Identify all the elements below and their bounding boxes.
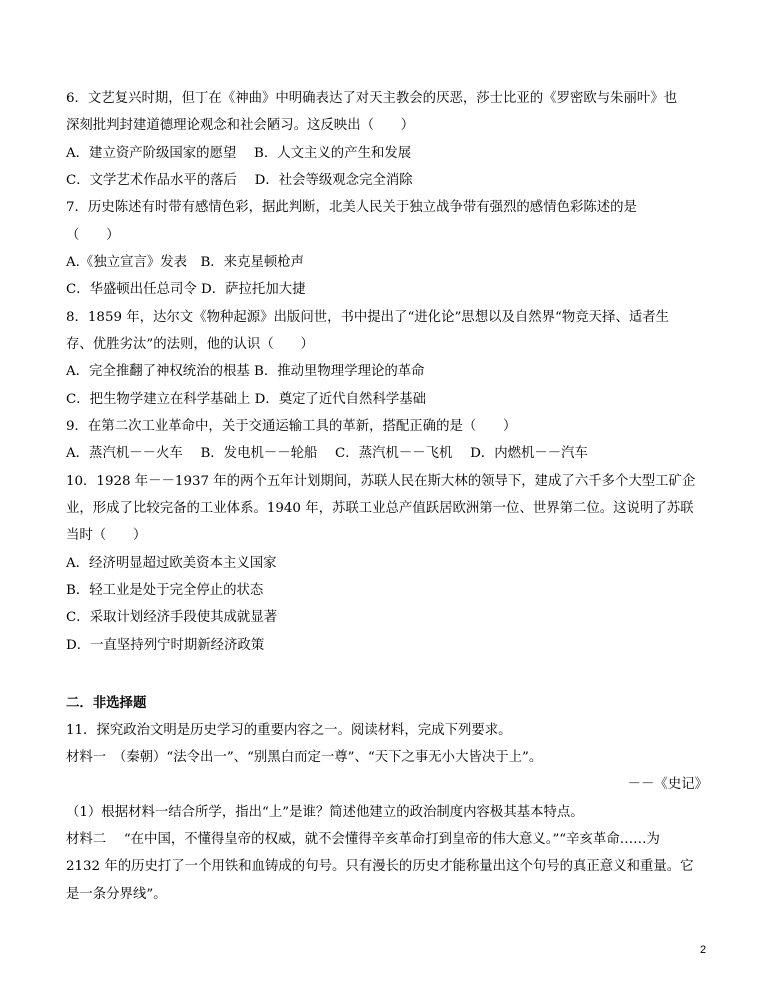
q6-stem-line1: 6．文艺复兴时期，但丁在《神曲》中明确表达了对天主教会的厌恶，莎士比亚的《罗密欧与朱丽叶》也	[66, 91, 678, 106]
q6-stem-line2: 深刻批判封建道德理论观念和社会陋习。这反映出（ ）	[66, 118, 415, 133]
material-1-source: －－《史记》	[627, 777, 708, 792]
q11-part-1: （1）根据材料一结合所学，指出“上”是谁？简述他建立的政治制度内容极其基本特点。	[66, 805, 584, 820]
q8-options-ab: A．完全推翻了神权统治的根基 B．推动里物理学理论的革命	[66, 364, 425, 379]
q6-options-cd: C．文学艺术作品水平的落后 D．社会等级观念完全消除	[66, 173, 413, 188]
q8-stem-line2: 存、优胜劣汰”的法则，他的认识（ ）	[66, 337, 314, 352]
q8-stem-line1: 8．1859 年，达尔文《物种起源》出版问世，书中提出了“进化论”思想以及自然界“物竞天择、适者生	[66, 310, 670, 325]
material-1: 材料一 （秦朝）“法令出一”、“别黑白而定一尊”、“天下之事无小大皆决于上”。	[66, 750, 543, 765]
q10-option-b: B．轻工业是处于完全停止的状态	[66, 583, 264, 598]
page-number: 2	[700, 944, 707, 956]
q7-stem-line1: 7．历史陈述有时带有感情色彩，据此判断，北美人民关于独立战争带有强烈的感情色彩陈述的是	[66, 200, 637, 215]
q7-stem-line2: （ ）	[66, 228, 120, 243]
material-2-line1: 材料二 “在中国，不懂得皇帝的权威，就不会懂得辛亥革命打到皇帝的伟大意义。”“辛亥革命……为	[66, 832, 660, 847]
q11-stem: 11．探究政治文明是历史学习的重要内容之一。阅读材料，完成下列要求。	[66, 723, 512, 738]
q10-option-c: C．采取计划经济手段使其成就显著	[66, 610, 278, 625]
q7-options-cd: C．华盛顿出任总司令 D．萨拉托加大捷	[66, 282, 306, 297]
q7-options-ab: A.《独立宣言》发表 B．来克星顿枪声	[66, 255, 305, 270]
q9-options: A．蒸汽机－－火车 B．发电机－－轮船 C．蒸汽机－－飞机 D．内燃机－－汽车	[66, 446, 588, 461]
q10-option-a: A．经济明显超过欧美资本主义国家	[66, 556, 277, 571]
material-2-line2: 2132 年的历史打了一个用铁和血铸成的句号。只有漫长的历史才能称量出这个句号的真正意义和重量。它	[66, 859, 694, 874]
q6-options-ab: A．建立资产阶级国家的愿望 B．人文主义的产生和发展	[66, 146, 412, 161]
section-heading: 二．非选择题	[66, 695, 147, 711]
q8-options-cd: C．把生物学建立在科学基础上 D．奠定了近代自然科学基础	[66, 392, 427, 407]
q9-stem: 9．在第二次工业革命中，关于交通运输工具的革新，搭配正确的是（ ）	[66, 419, 517, 434]
q10-stem-line3: 当时（ ）	[66, 528, 147, 543]
q10-option-d: D．一直坚持列宁时期新经济政策	[66, 638, 265, 653]
material-2-line3: 是一条分界线”。	[66, 887, 167, 902]
q10-stem-line1: 10．1928 年－－1937 年的两个五年计划期间，苏联人民在斯大林的领导下，建成了六千多个大型工矿企	[66, 474, 696, 489]
q10-stem-line2: 业，形成了比较完备的工业体系。1940 年，苏联工业总产值跃居欧洲第一位、世界第二位。这说明了苏联	[66, 501, 694, 516]
